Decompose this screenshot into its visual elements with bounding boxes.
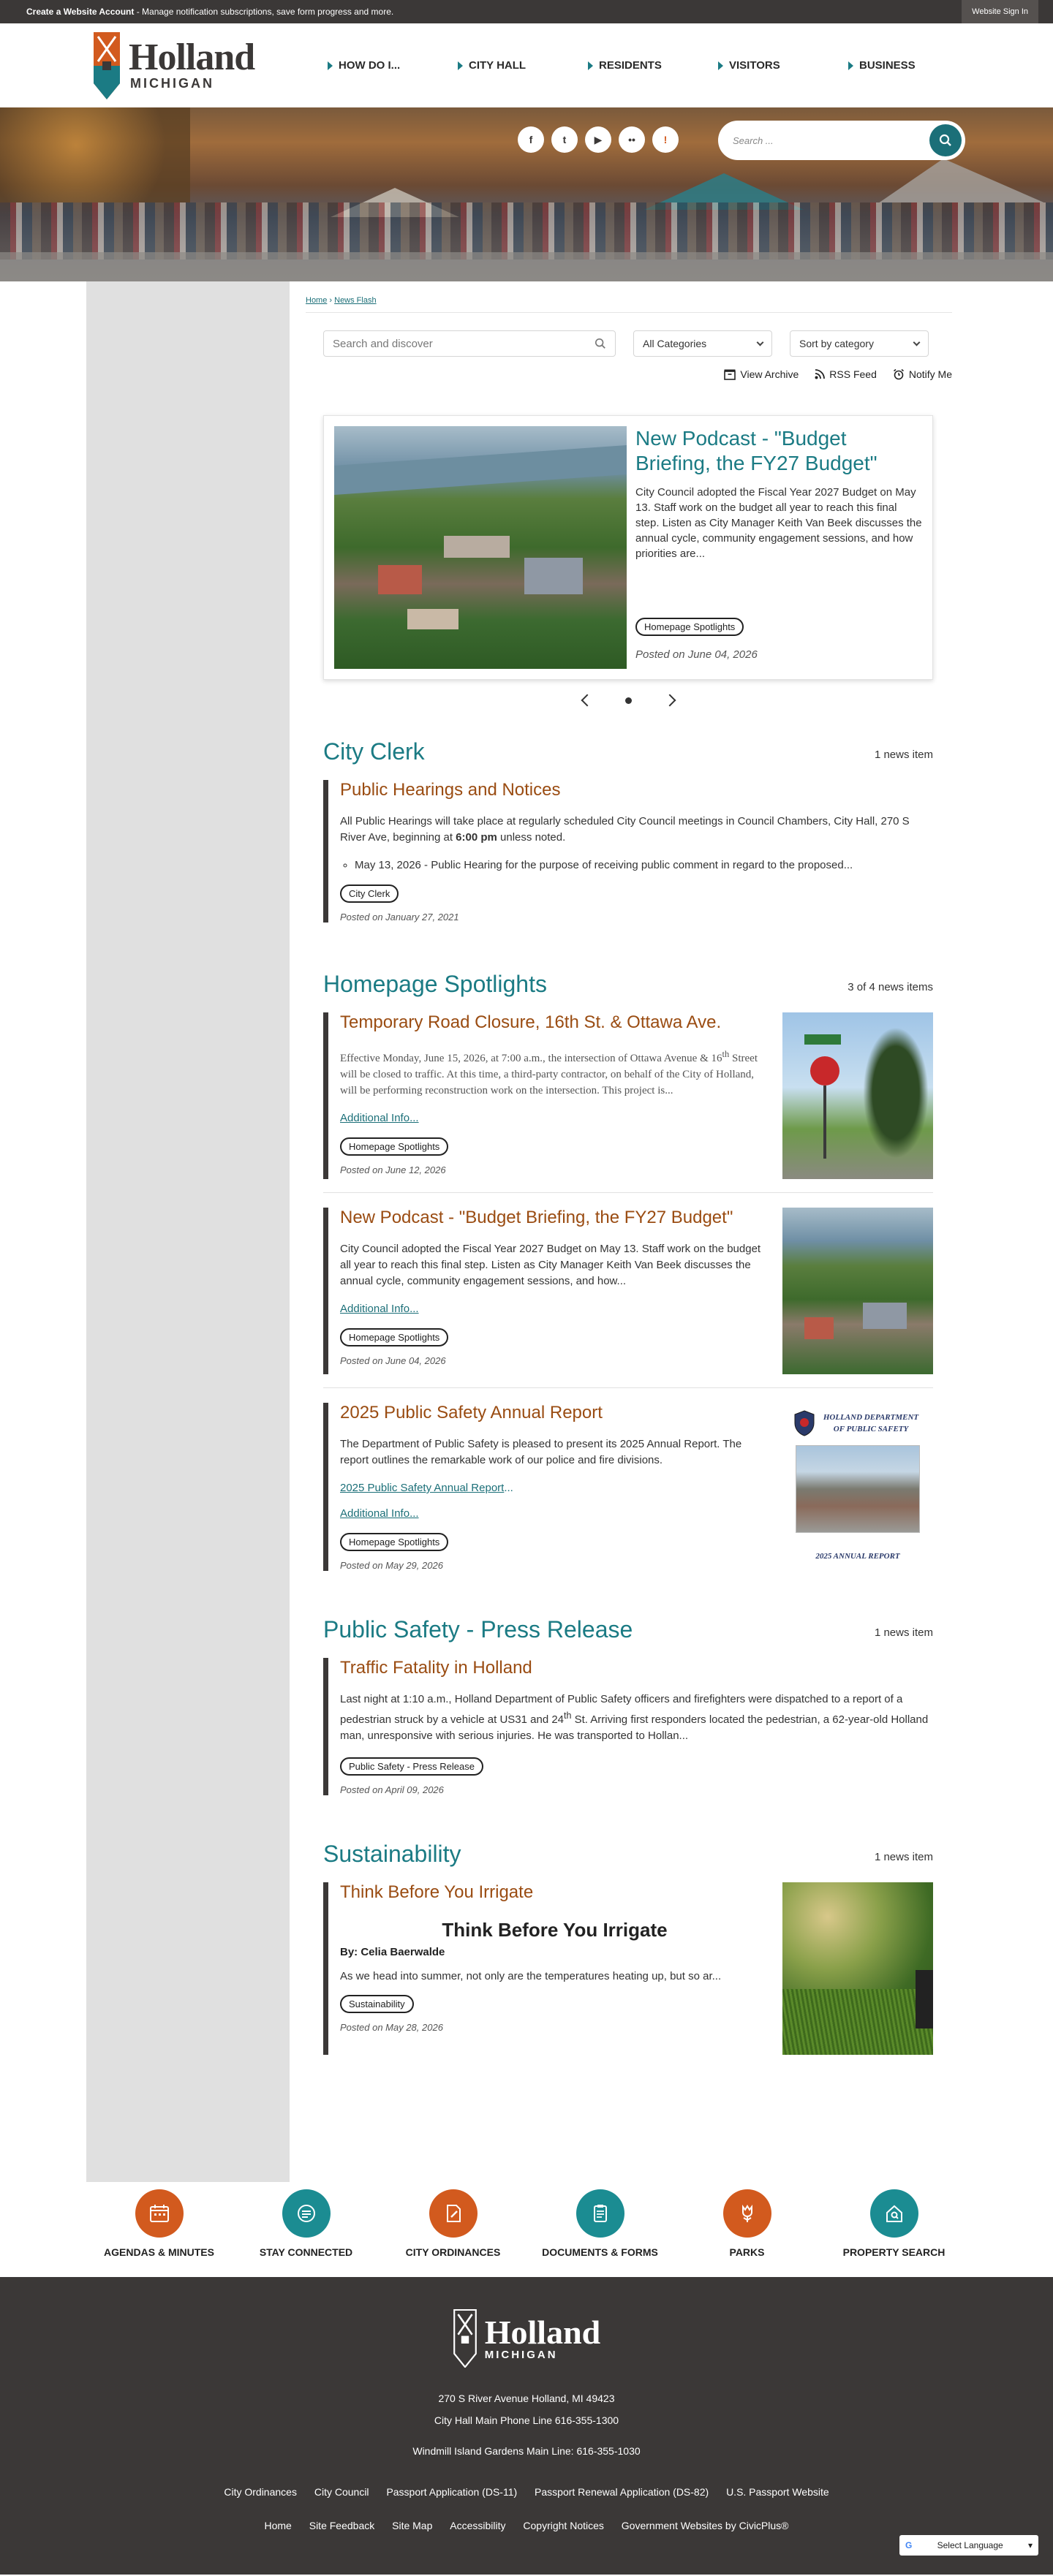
footer-logo[interactable] <box>0 2277 1053 2368</box>
search-icon <box>939 134 952 147</box>
category-title[interactable]: City Clerk <box>323 738 425 765</box>
news-item-title[interactable]: Traffic Fatality in Holland <box>340 1658 532 1678</box>
logo-title: Holland <box>129 37 255 78</box>
category-title[interactable]: Homepage Spotlights <box>323 971 547 997</box>
report-org-title: HOLLAND DEPARTMENT OF PUBLIC SAFETY <box>823 1413 919 1433</box>
quicklink-label: STAY CONNECTED <box>259 2246 353 2258</box>
flickr-icon[interactable]: •• <box>619 126 645 153</box>
rss-feed-link[interactable] <box>815 368 877 380</box>
news-item-tag[interactable]: Public Safety - Press Release <box>340 1757 483 1776</box>
view-archive-label: View Archive <box>740 368 799 380</box>
news-item-date: Posted on January 27, 2021 <box>340 912 459 923</box>
image-river-shape <box>334 445 627 495</box>
category-public-safety <box>323 1616 933 1795</box>
news-item-text <box>340 1692 933 1744</box>
site-search <box>718 121 965 160</box>
rss-icon <box>815 369 825 379</box>
news-item <box>323 1208 933 1374</box>
news-item-byline: By: Celia Baerwalde <box>340 1946 445 1958</box>
news-flash-main <box>306 281 952 2055</box>
chevron-down-icon <box>913 338 921 346</box>
category-select[interactable] <box>633 330 772 357</box>
news-item-date: Posted on June 12, 2026 <box>340 1164 446 1175</box>
carousel-prev-icon[interactable] <box>581 694 593 707</box>
image-building-shape <box>863 1303 907 1329</box>
footer-address: 270 S River Avenue Holland, MI 49423 <box>438 2393 615 2404</box>
quicklink-label: PROPERTY SEARCH <box>842 2246 946 2258</box>
footer-links-secondary <box>0 2520 1053 2531</box>
caret-right-icon <box>718 61 723 70</box>
image-sign-post-shape <box>823 1086 826 1159</box>
footer-windmill-phone: Windmill Island Gardens Main Line: 616-355-1030 <box>412 2445 641 2457</box>
quicklink-stay-connected[interactable] <box>233 2189 380 2258</box>
image-building-shape <box>378 565 422 594</box>
text-part: All Public Hearings will take place at regularly scheduled City Council meetings in Council Chambers, City Hall, 270 S River Ave, beginning at <box>340 815 910 844</box>
footer-logo-title: Holland <box>484 2313 601 2351</box>
category-count: 1 news item <box>874 1626 933 1639</box>
news-item-text: As we head into summer, not only are the temperatures heating up, but so ar... <box>340 1970 722 1982</box>
chevron-down-icon <box>757 338 764 346</box>
carousel-dot[interactable] <box>625 697 632 704</box>
news-item-tag[interactable]: Homepage Spotlights <box>340 1328 448 1346</box>
report-header <box>782 1410 933 1436</box>
quicklink-label: CITY ORDINANCES <box>405 2246 501 2258</box>
footer-link[interactable]: Site Feedback <box>309 2520 375 2531</box>
alarm-icon <box>893 368 905 380</box>
notify-me-label: Notify Me <box>908 368 952 380</box>
news-item-thumbnail[interactable] <box>782 1403 933 1569</box>
featured-description: City Council adopted the Fiscal Year 2027 Budget on May 13. Staff work on the budget all year to reach this final step. Listen as City Manager Keith Van Beek discusses the annual cycle, community engagement sessions, and how priorities are... <box>635 486 922 560</box>
nav-city-hall[interactable] <box>458 59 588 72</box>
additional-info-link[interactable]: Additional Info... <box>340 1507 419 1520</box>
search-button[interactable] <box>929 124 962 156</box>
fire-station-image <box>796 1445 920 1533</box>
left-sidebar <box>86 281 290 2182</box>
footer-link[interactable]: City Council <box>314 2486 369 2498</box>
google-g-icon: G <box>905 2540 913 2550</box>
news-item-tag[interactable]: Sustainability <box>340 1995 414 2013</box>
hero-banner <box>0 107 1053 281</box>
nav-visitors[interactable] <box>718 59 848 72</box>
quicklink-label: DOCUMENTS & FORMS <box>542 2246 658 2258</box>
caret-right-icon <box>588 61 593 70</box>
footer-link[interactable]: Accessibility <box>450 2520 506 2531</box>
footer-link[interactable]: Passport Application (DS-11) <box>386 2486 518 2498</box>
sort-select-value: Sort by category <box>799 338 874 349</box>
calendar-icon <box>135 2189 184 2238</box>
tulip-icon <box>723 2189 771 2238</box>
create-account-link[interactable]: Create a Website Account <box>26 7 135 17</box>
caret-right-icon <box>328 61 333 70</box>
image-tree-shape <box>863 1027 929 1159</box>
street-sign-shape <box>804 1034 841 1045</box>
news-item-date: Posted on April 09, 2026 <box>340 1784 444 1795</box>
language-select-value: Select Language <box>937 2540 1003 2550</box>
category-sustainability <box>323 1841 933 2055</box>
chevron-down-icon: ▾ <box>1027 2540 1033 2550</box>
news-item-title[interactable]: Public Hearings and Notices <box>340 780 561 800</box>
list-item: ◦ May 13, 2026 - Public Hearing for the purpose of receiving public comment in regard to the proposed... <box>355 859 933 871</box>
breadcrumb-home[interactable]: Home <box>306 296 328 305</box>
news-item-title[interactable]: Think Before You Irrigate <box>340 1882 534 1902</box>
category-homepage-spotlights <box>323 971 933 1571</box>
nav-label: CITY HALL <box>469 59 526 72</box>
news-item-text <box>340 1046 769 1099</box>
carousel-next-icon[interactable] <box>663 694 676 707</box>
account-banner-text: - Manage notification subscriptions, save form progress and more. <box>134 7 394 17</box>
featured-news-card[interactable] <box>323 415 933 680</box>
news-item-date: Posted on May 28, 2026 <box>340 2022 443 2033</box>
quicklink-label: AGENDAS & MINUTES <box>104 2246 214 2258</box>
footer-phone: City Hall Main Phone Line 616-355-1300 <box>434 2414 619 2426</box>
news-item-title[interactable]: New Podcast - "Budget Briefing, the FY27 Budget" <box>340 1208 733 1227</box>
report-caption: 2025 ANNUAL REPORT <box>815 1552 900 1561</box>
category-count: 3 of 4 news items <box>848 981 933 993</box>
text-sup: th <box>564 1711 572 1721</box>
text-part: Street will be closed to traffic. At this time, a third-party contractor, on behalf of the City of Holland, will be performing reconstruction work on the intersection. This project is... <box>340 1053 758 1096</box>
footer-logo-subtitle: MICHIGAN <box>484 2348 558 2361</box>
additional-info-link[interactable]: Additional Info... <box>340 1112 419 1124</box>
footer-link[interactable]: City Ordinances <box>224 2486 297 2498</box>
news-search-input[interactable] <box>323 330 616 357</box>
view-archive-link[interactable] <box>724 368 799 380</box>
news-item-tag[interactable]: City Clerk <box>340 884 399 903</box>
text-part: Effective Monday, June 15, 2026, at 7:00 a.m., the intersection of Ottawa Avenue & 16 <box>340 1053 722 1064</box>
footer-link[interactable]: Copyright Notices <box>523 2520 604 2531</box>
archive-icon <box>724 369 736 380</box>
footer-link[interactable]: Government Websites by CivicPlus® <box>621 2520 789 2531</box>
hero-tree-graphic <box>0 107 190 202</box>
news-item-text: The Department of Public Safety is pleased to present its 2025 Annual Report. The report outlines the remarkable work of our police and fire divisions. <box>340 1438 742 1466</box>
site-search-input[interactable]: Search ... <box>733 135 774 146</box>
report-link-line <box>340 1482 769 1494</box>
news-item-tag[interactable]: Homepage Spotlights <box>340 1137 448 1156</box>
nav-label: HOW DO I... <box>339 59 401 72</box>
news-item-list <box>355 859 933 871</box>
nav-residents[interactable] <box>588 59 718 72</box>
main-nav <box>328 59 978 72</box>
house-icon <box>870 2189 918 2238</box>
additional-info-link[interactable]: Additional Info... <box>340 1303 419 1315</box>
text-part: Last night at 1:10 a.m., Holland Department of Public Safety officers and firefighters were dispatched to a report of a pedestrian struck by a vehicle at US31 and 24 <box>340 1693 903 1726</box>
featured-body <box>627 426 922 669</box>
windmill-logo-icon <box>453 2309 478 2368</box>
hero-tent-graphic <box>870 159 1053 202</box>
nav-label: RESIDENTS <box>599 59 662 72</box>
hero-crowd-graphic <box>0 202 1053 260</box>
caret-right-icon <box>848 61 853 70</box>
facebook-icon[interactable]: f <box>518 126 544 153</box>
category-title[interactable]: Sustainability <box>323 1841 461 1867</box>
hero-ground-graphic <box>0 252 1053 281</box>
document-pen-icon <box>429 2189 478 2238</box>
divider <box>323 1192 933 1193</box>
report-link-tail: ... <box>504 1482 513 1494</box>
police-badge-icon <box>793 1410 815 1436</box>
news-item <box>323 780 933 923</box>
social-links <box>518 126 686 153</box>
news-item-date: Posted on May 29, 2026 <box>340 1560 443 1571</box>
footer-link[interactable]: Home <box>264 2520 292 2531</box>
nav-label: BUSINESS <box>859 59 916 72</box>
logo-subtitle: MICHIGAN <box>130 76 214 91</box>
image-building-shape <box>444 536 510 558</box>
news-item-text <box>340 814 933 846</box>
divider <box>323 1387 933 1388</box>
sort-select[interactable] <box>790 330 929 357</box>
featured-aerial-image <box>334 426 627 669</box>
news-item <box>323 1658 933 1795</box>
image-sprinkler-shape <box>916 1970 933 2028</box>
image-building-shape <box>524 558 583 594</box>
news-item-title[interactable]: 2025 Public Safety Annual Report <box>340 1403 603 1423</box>
quicklink-property-search[interactable] <box>820 2189 967 2258</box>
image-grass-shape <box>782 1989 933 2055</box>
breadcrumb <box>306 296 952 313</box>
image-building-shape <box>407 609 458 629</box>
breadcrumb-news-flash[interactable]: News Flash <box>334 296 377 305</box>
news-item-tag[interactable]: Homepage Spotlights <box>340 1533 448 1551</box>
carousel-controls <box>323 696 933 705</box>
news-item <box>323 1882 933 2055</box>
nav-how-do-i[interactable] <box>328 59 458 72</box>
image-building-shape <box>804 1317 834 1339</box>
site-header <box>0 23 1053 107</box>
quicklink-label: PARKS <box>729 2246 765 2258</box>
alert-icon[interactable]: ! <box>652 126 679 153</box>
featured-title[interactable]: New Podcast - "Budget Briefing, the FY27 Budget" <box>635 427 878 474</box>
account-banner <box>26 7 393 17</box>
quicklink-parks[interactable] <box>673 2189 820 2258</box>
stop-sign-icon <box>810 1056 839 1086</box>
nav-label: VISITORS <box>729 59 780 72</box>
category-city-clerk <box>323 738 933 923</box>
featured-category-tag[interactable]: Homepage Spotlights <box>635 618 744 636</box>
quicklink-agendas[interactable] <box>86 2189 233 2258</box>
twitter-icon[interactable]: t <box>551 126 578 153</box>
caret-right-icon <box>458 61 463 70</box>
category-count: 1 news item <box>874 749 933 761</box>
site-logo[interactable] <box>94 32 306 99</box>
quicklink-documents[interactable] <box>526 2189 673 2258</box>
text-sup: th <box>722 1049 730 1059</box>
text-part: unless noted. <box>497 831 566 844</box>
nav-business[interactable] <box>848 59 978 72</box>
news-filters <box>323 330 952 357</box>
text-bold: 6:00 pm <box>456 831 497 844</box>
clipboard-icon <box>576 2189 624 2238</box>
news-item-thumbnail[interactable] <box>782 1882 933 2055</box>
footer-link[interactable]: Passport Renewal Application (DS-82) <box>535 2486 709 2498</box>
notify-me-link[interactable] <box>893 368 952 380</box>
youtube-icon[interactable]: ▶ <box>585 126 611 153</box>
featured-date: Posted on June 04, 2026 <box>635 648 758 661</box>
news-item-thumbnail[interactable] <box>782 1208 933 1374</box>
category-count: 1 news item <box>874 1851 933 1863</box>
footer-link[interactable]: U.S. Passport Website <box>726 2486 829 2498</box>
rss-feed-label: RSS Feed <box>829 368 877 380</box>
text-part: St. Arriving first responders located the pedestrian, a 62-year-old Holland man, unresponsive with serious injuries. He was transported to Hollan... <box>340 1713 929 1742</box>
annual-report-link[interactable]: 2025 Public Safety Annual Report <box>340 1482 505 1494</box>
site-footer <box>0 2277 1053 2575</box>
windmill-logo-icon <box>94 32 120 99</box>
category-title[interactable]: Public Safety - Press Release <box>323 1616 633 1643</box>
chat-icon <box>282 2189 331 2238</box>
quicklink-ordinances[interactable] <box>380 2189 526 2258</box>
content-area <box>0 281 1053 2182</box>
news-item-thumbnail[interactable] <box>782 1012 933 1179</box>
quick-links <box>0 2182 1053 2277</box>
news-item-title[interactable]: Temporary Road Closure, 16th St. & Ottawa Ave. <box>340 1012 722 1032</box>
search-icon <box>595 338 606 349</box>
sign-in-button[interactable]: Website Sign In <box>962 0 1038 23</box>
footer-links-primary <box>0 2486 1053 2498</box>
footer-link[interactable]: Site Map <box>392 2520 433 2531</box>
news-item-text: City Council adopted the Fiscal Year 2027 Budget on May 13. Staff work on the budget all year to reach this final step. Listen as City Manager Keith Van Beek discusses the annual cycle, community engagement sessions, and how... <box>340 1243 761 1287</box>
news-item-heading: Think Before You Irrigate <box>442 1919 668 1941</box>
news-search-placeholder: Search and discover <box>333 337 433 350</box>
news-tools <box>306 368 952 380</box>
news-item <box>323 1403 933 1571</box>
top-bar <box>0 0 1053 23</box>
language-select[interactable] <box>899 2535 1038 2556</box>
breadcrumb-separator: › <box>327 296 335 305</box>
news-item <box>323 1012 933 1179</box>
category-select-value: All Categories <box>643 338 707 349</box>
news-item-date: Posted on June 04, 2026 <box>340 1355 446 1366</box>
